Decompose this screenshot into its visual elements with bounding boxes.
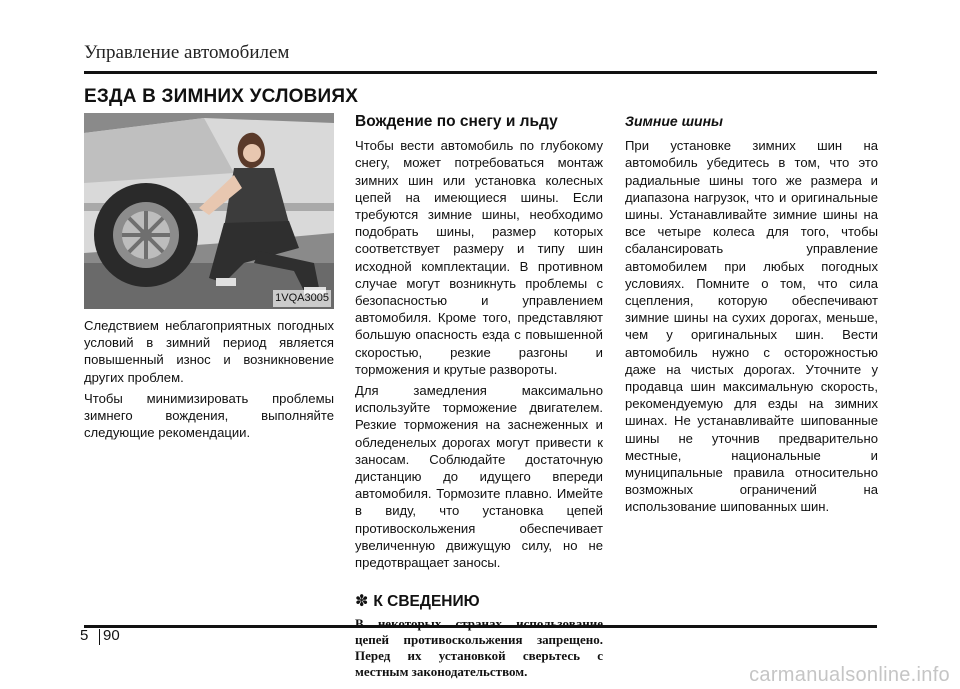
asterisk-icon: ✽ <box>355 593 369 611</box>
section-title: ЕЗДА В ЗИМНИХ УСЛОВИЯХ <box>84 86 359 107</box>
info-title-text: К СВЕДЕНИЮ <box>373 593 480 611</box>
photo-caption: 1VQA3005 <box>273 290 331 307</box>
intro-paragraph-2: Чтобы минимизировать проблемы зимнего вождения, выполняйте следующие рекомендации. <box>84 390 334 441</box>
snow-ice-paragraph-1: Чтобы вести автомобиль по глубокому снегу, может потребоваться монтаж зимних шин или установка колесных цепей на имеющиеся шины. Если требуются зимние шины, необходимо подобрать шины, размер которых соответствует размеру и типу шин исходной комплектации. В противном случае могут возникнуть проблемы с безопасностью и управлением автомобиля. Кроме того, представляют большую опасность езда с повышенной скоростью, резкие разгоны и торможения и крутые развороты. <box>355 138 603 377</box>
winter-tire-photo <box>84 113 334 309</box>
snow-ice-heading: Вождение по снегу и льду <box>355 113 558 130</box>
page-number: 90 <box>103 627 120 644</box>
footer-divider <box>99 629 100 645</box>
footer-rule <box>84 625 877 628</box>
tire-inspection-illustration <box>84 113 334 309</box>
intro-paragraph-1: Следствием неблагоприятных погодных условий в зимний период является повышенный износ и возникновение других проблем. <box>84 318 334 385</box>
header-rule <box>84 71 877 74</box>
info-text: В некоторых странах использование цепей противоскольжения запрещено. Перед их установкой сверьтесь с местным законодательством. <box>355 616 603 680</box>
chapter-number: 5 <box>80 627 89 644</box>
info-title <box>355 593 603 610</box>
winter-tires-paragraph: При установке зимних шин на автомобиль убедитесь в том, что это радиальные шины того же размера и диапазона нагрузок, что и оригинальные шины. Устанавливайте зимние шины на все четыре колеса для того, чтобы сбалансировать управление автомобилем при любых погодных условиях. Помните о том, что сила сцепления, которую обеспечивают зимние шины на сухих дорогах, меньше, чем у оригинальных шин. Вести автомобиль нужно с осторожностью даже на чистых дорогах. Уточните у продавца шин максимальную скорость, рекомендуемую для езды на зимних шинах. Не устанавливайте шипованные шины не уточнив предварительно местные, национальные и муниципальные правила относительно возможных ограничений на использование шипованных шин. <box>625 138 878 515</box>
column-middle <box>355 113 603 680</box>
site-watermark: carmanualsonline.info <box>749 664 950 686</box>
winter-tires-heading: Зимние шины <box>625 113 723 129</box>
chapter-header-title: Управление автомобилем <box>84 42 290 63</box>
column-left <box>84 113 334 445</box>
snow-ice-paragraph-2: Для замедления максимально используйте торможение двигателем. Резкие торможения на заснеженных и обледенелых дорогах могут привести к заносам. Соблюдайте достаточную дистанцию до идущего впереди автомобиля. Тормозите плавно. Имейте в виду, что установка цепей противоскольжения обеспечивает увеличенную движущую силу, но не предотвращает заносы. <box>355 383 603 571</box>
column-right <box>625 113 878 520</box>
